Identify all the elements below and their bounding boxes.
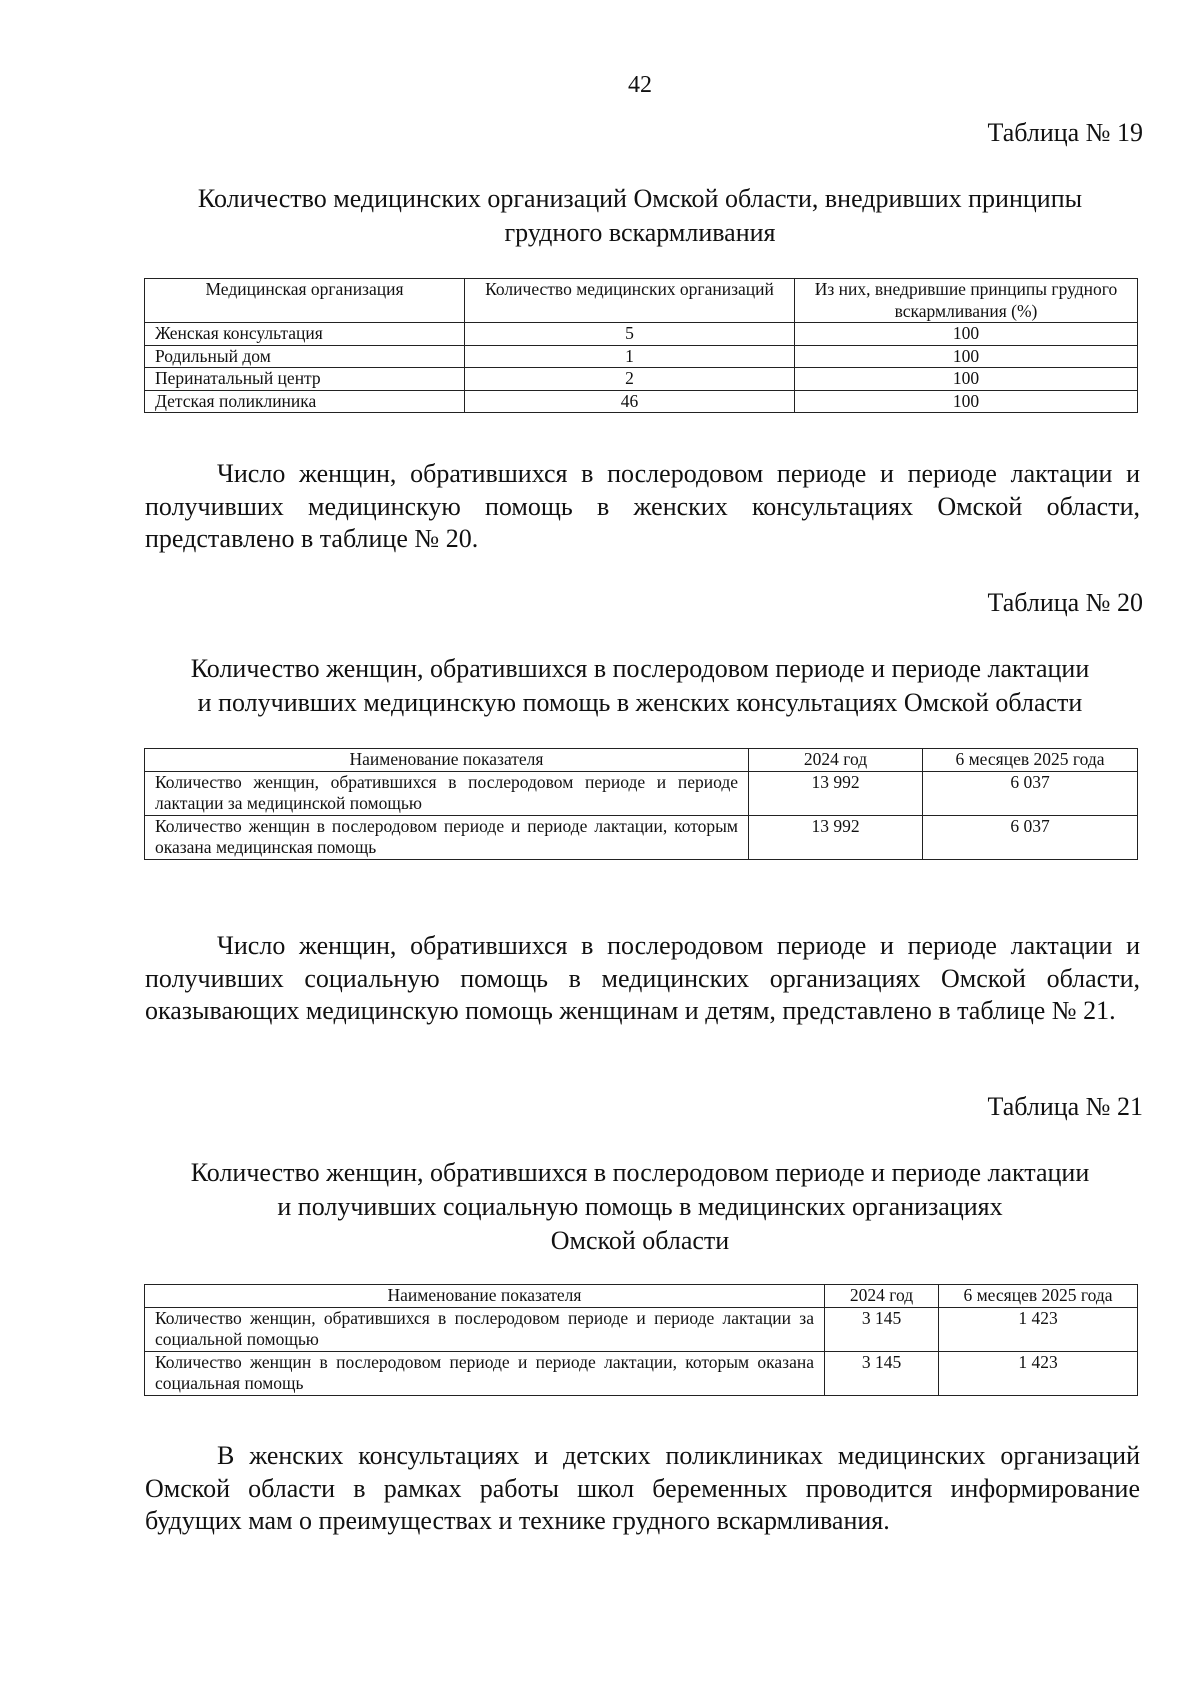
table-19-header-count: Количество медицинских организаций: [465, 279, 795, 323]
table-19-title-line-1: Количество медицинских организаций Омской области, внедривших принципы: [197, 184, 1083, 213]
table-row: [145, 368, 1138, 391]
table-cell: 100: [795, 323, 1138, 346]
table-19-header-org: Медицинская организация: [145, 279, 465, 323]
table-21-title: [140, 1156, 1140, 1258]
table-19-title: [140, 182, 1140, 250]
table-cell: 6 037: [923, 771, 1138, 815]
table-20-header-2024: 2024 год: [749, 749, 923, 772]
table-row: [145, 749, 1138, 772]
table-cell: 1 423: [939, 1307, 1138, 1351]
table-cell: 100: [795, 345, 1138, 368]
table-cell: 13 992: [749, 771, 923, 815]
table-cell: 3 145: [825, 1351, 939, 1395]
table-row: [145, 279, 1138, 323]
table-cell: Родильный дом: [145, 345, 465, 368]
table-21-header-2025: 6 месяцев 2025 года: [939, 1285, 1138, 1308]
table-cell: Количество женщин, обратившихся в послеродовом периоде и периоде лактации за социальной помощью: [145, 1307, 825, 1351]
table-cell: 13 992: [749, 815, 923, 859]
page-number: 42: [628, 72, 652, 98]
table-19: [144, 278, 1138, 413]
table-row: [145, 1351, 1138, 1395]
table-20-title: [140, 652, 1140, 720]
table-row: [145, 1307, 1138, 1351]
table-cell: 5: [465, 323, 795, 346]
table-20-title-line-1: Количество женщин, обратившихся в послеродовом периоде и периоде лактации: [190, 654, 1090, 683]
table-row: [145, 390, 1138, 413]
table-20-title-line-2: и получивших медицинскую помощь в женских консультациях Омской области: [197, 688, 1083, 717]
table-cell: 46: [465, 390, 795, 413]
paragraph-3: В женских консультациях и детских поликлиниках медицинских организаций Омской области в рамках работы школ беременных проводится информирование будущих мам о преимуществах и технике грудного вскармливания.: [145, 1441, 1140, 1535]
table-cell: 100: [795, 368, 1138, 391]
table-21-title-line-3: Омской области: [550, 1226, 730, 1255]
table-row: [145, 345, 1138, 368]
table-cell: Женская консультация: [145, 323, 465, 346]
table-row: [145, 323, 1138, 346]
table-20-caption: Таблица № 20: [987, 588, 1143, 617]
table-21-header-2024: 2024 год: [825, 1285, 939, 1308]
table-20: [144, 748, 1138, 860]
table-20-header-indicator: Наименование показателя: [145, 749, 749, 772]
table-cell: 100: [795, 390, 1138, 413]
table-cell: 3 145: [825, 1307, 939, 1351]
paragraph-2: Число женщин, обратившихся в послеродовом периоде и периоде лактации и получивших социальную помощь в медицинских организациях Омской области, оказывающих медицинскую помощь женщинам и детям, представлено в таблице № 21.: [145, 931, 1140, 1025]
table-21-title-line-2: и получивших социальную помощь в медицинских организациях: [277, 1192, 1003, 1221]
table-19-caption: Таблица № 19: [987, 118, 1143, 147]
paragraph-1: Число женщин, обратившихся в послеродовом периоде и периоде лактации и получивших медицинскую помощь в женских консультациях Омской области, представлено в таблице № 20.: [145, 459, 1140, 553]
table-21-caption: Таблица № 21: [987, 1092, 1143, 1121]
table-cell: 1 423: [939, 1351, 1138, 1395]
table-cell: 2: [465, 368, 795, 391]
table-19-title-line-2: грудного вскармливания: [504, 218, 776, 247]
table-21-header-indicator: Наименование показателя: [145, 1285, 825, 1308]
table-cell: Количество женщин в послеродовом периоде и периоде лактации, которым оказана социальная помощь: [145, 1351, 825, 1395]
table-cell: 6 037: [923, 815, 1138, 859]
table-row: [145, 1285, 1138, 1308]
table-cell: 1: [465, 345, 795, 368]
table-cell: Детская поликлиника: [145, 390, 465, 413]
table-cell: Количество женщин в послеродовом периоде и периоде лактации, которым оказана медицинская помощь: [145, 815, 749, 859]
table-19-header-percent: Из них, внедрившие принципы грудного вскармливания (%): [795, 279, 1138, 323]
table-20-header-2025: 6 месяцев 2025 года: [923, 749, 1138, 772]
table-row: [145, 815, 1138, 859]
table-21-title-line-1: Количество женщин, обратившихся в послеродовом периоде и периоде лактации: [190, 1158, 1090, 1187]
table-cell: Перинатальный центр: [145, 368, 465, 391]
table-21: [144, 1284, 1138, 1396]
table-cell: Количество женщин, обратившихся в послеродовом периоде и периоде лактации за медицинской помощью: [145, 771, 749, 815]
table-row: [145, 771, 1138, 815]
